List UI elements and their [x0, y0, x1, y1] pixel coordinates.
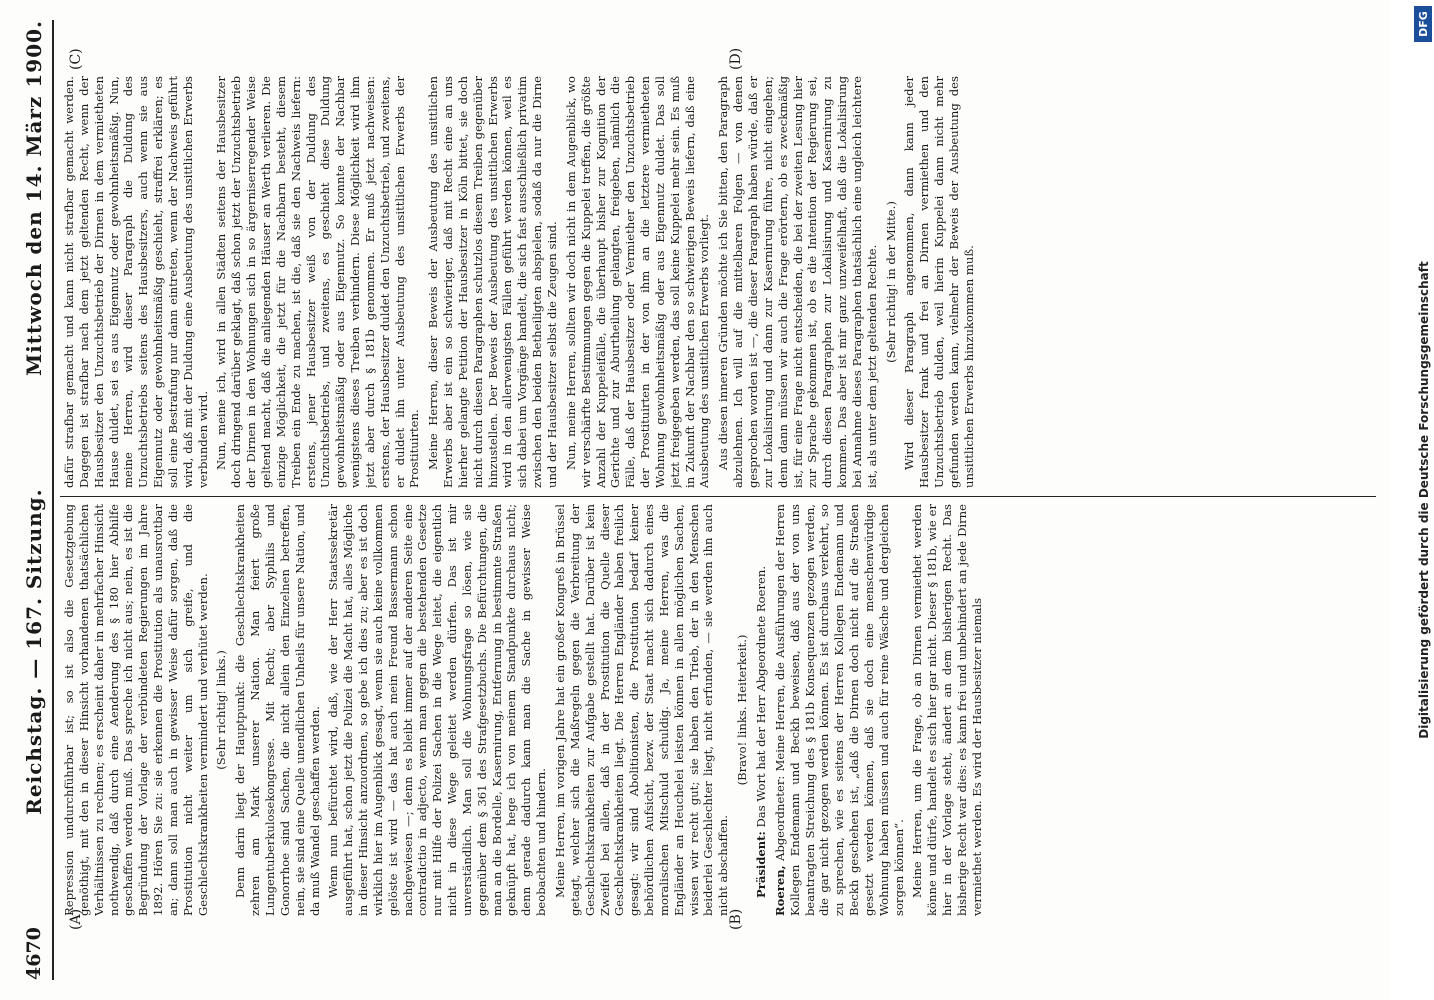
paragraph: Repression undurchführbar ist; so ist also die Gesetzgebung genöthigt, mit den in dieser Hinsicht vorhandenen thatsächlichen Verhältnissen zu rechnen; es erscheint daher in mehrfacher Hinsicht nothwendig, daß durch eine Aenderung des § 180 hier Abhilfe geschaffen werden muß. Das spreche ich nicht aus; nein, es ist die Begründung der Vorlage der verbündeten Regierungen im Jahre 1892. Hören Sie zu: sie erkennen die Prostitution als unausrottbar an; dann soll man auch in gewisser Weise dafür sorgen, daß die Prostitution nicht weiter um sich greife, und die Geschlechtskrankheiten vermindert und verhütet werden. [62, 504, 210, 916]
dfg-logo-text: DFG [1416, 11, 1430, 37]
paragraph: dafür strafbar gemacht und kann nicht strafbar gemacht werden. Dagegen ist strafbar nach dem jetzt geltenden Recht, wenn der Hausbesitzer den Unzuchtsbetrieb der Dirnen in dem vermietheten Hause duldet, sei es aus Eigennutz oder gewohnheitsmäßig. Nun, meine Herren, wird dieser Paragraph die Duldung des Unzuchtsbetriebs seitens des Hausbesitzers, auch wenn sie aus Eigennutz oder gewohnheitsmäßig geschieht, straffrei erklären; es soll eine Bestrafung nur dann eintreten, wenn der Nachweis geführt wird, daß mit der Duldung eine Ausbeutung des unsittlichen Erwerbs verbunden wird. [62, 76, 210, 488]
speaker-paragraph [754, 504, 769, 916]
speaker-label: Präsident: [753, 831, 768, 898]
paragraph: Wird dieser Paragraph angenommen, dann kann jeder Hausbesitzer frank und frei an Dirnen vermiethen und den Unzuchtsbetrieb dulden, weil hierin Kuppelei dann nicht mehr gefunden werden kann, vielmehr der Beweis der Ausbeutung des unsittlichen Erwerbs hinzukommen muß. [902, 76, 976, 488]
left-text-column [62, 504, 1380, 916]
speaker-name: Roeren, [772, 865, 787, 916]
interjection: (Sehr richtig! links.) [214, 650, 229, 770]
page-number: 4670 [23, 927, 45, 980]
interjection: (Sehr richtig! in der Mitte.) [883, 201, 898, 363]
paragraph: Nun, meine Herren, sollten wir doch nicht in dem Augenblick, wo wir verschärfte Bestimmungen gegen die Kuppelei treffen, die größte Anzahl der Kuppeleifälle, die überhaupt bisher zur Kognition der Gerichte und zur Aburtheilung gelangten, freigeben, nämlich die Fälle, daß der Hausbesitzer oder Vermiether den Unzuchtsbetrieb der Prostituirten in der von ihm an die letztere vermietheten Wohnung gewohnheitsmäßig oder aus Eigennutz duldet. Das soll jetzt freigegeben werden, das soll keine Kuppelei mehr sein. Es muß in Zukunft der Nachbar den so schwierigen Beweis liefern, daß eine Ausbeutung des unsittlichen Erwerbs vorliegt. [563, 76, 712, 488]
margin-marker-c: (C) [68, 48, 84, 70]
speech-text: Abgeordneter: Meine Herren, die Ausführungen der Herren Kollegen Endemann und Beckh beweisen, daß aus der von uns beantragten Streichung des § 181b Konsequenzen gezogen werden, die gar nicht gezogen werden können. Es ist durchaus verkehrt, so zu sprechen, wie es seitens der Herren Kollegen Endemann und Beckh geschehen ist, „daß die Dirnen doch nicht auf die Straßen gesetzt werden können, daß sie doch eine menschenwürdige Wohnung haben müssen und auch für reine Wäsche und dergleichen sorgen können“. [772, 504, 906, 916]
page-header [16, 20, 54, 980]
speech-paragraph [773, 504, 907, 916]
session-date: Mittwoch den 14. März 1900. [22, 20, 46, 377]
paragraph: Aus diesen inneren Gründen möchte ich Sie bitten, den Paragraph abzulehnen. Ich will auf die mittelbaren Folgen — von denen gesprochen worden ist —, die dieser Paragraph haben würde, daß er zur Lokalisirung und dann zur Kasernirung führe, nicht eingehen; denn dann müssen wir auch die Frage erörtern, ob es zweckmäßig ist, für eine Frage nicht entscheiden, die bei der zweiten Lesung hier zur Sprache gekommen ist, ob es die Intention der Regierung sei, durch diesen Paragraphen zur Lokalisirung und Kasernirung zu kommen. Das aber ist mir ganz unzweifelhaft, daß die Lokalisirung bei Annahme dieses Paragraphen thatsächlich eine ungleich leichtere ist, als unter dem jetzt geltenden Rechte. [716, 76, 879, 488]
right-text-column [62, 76, 1380, 488]
interjection: (Bravo! links. Heiterkeit.) [735, 634, 750, 786]
session-title: Reichstag. — 167. Sitzung. [22, 488, 46, 815]
paragraph: Nun, meine ich, wird in allen Städten seitens der Hausbesitzer doch dringend darüber geklagt, daß schon jetzt der Unzuchtsbetrieb der Dirnen in den Wohnungen sich in so ärgerniserregender Weise geltend macht, daß die anliegenden Häuser an Werth verlieren. Die einzige Möglichkeit, die jetzt für die Nachbarn besteht, diesem Treiben ein Ende zu machen, ist die, daß sie den Nachweis liefern: erstens, jener Hausbesitzer weiß von der Duldung des Unzuchtsbetriebs, und zweitens, es geschieht diese Duldung gewohnheitsmäßig oder aus Eigennutz. So konnte der Nachbar wenigstens dieses Treiben verhindern. Diese Möglichkeit wird ihm jetzt aber durch § 181b genommen. Er muß jetzt nachweisen: erstens, der Hausbesitzer duldet den Unzuchtsbetrieb, und zweitens, er duldet ihn unter Ausbeutung des unsittlichen Erwerbs der Prostituirten. [214, 76, 422, 488]
column-divider [60, 496, 1376, 497]
speaker-text: Das Wort hat der Herr Abgeordnete Roeren. [753, 565, 768, 828]
credit-text: Digitalisierung gefördert durch die Deutsche Forschungsgemeinschaft [1417, 261, 1431, 739]
margin-marker-d: (D) [728, 47, 744, 70]
paragraph: Wenn nun befürchtet wird, daß, wie der Herr Staatssekretär ausgeführt hat, schon jetzt die Polizei die Macht hat, alles Mögliche in dieser Hinsicht anzuordnen, so gebe ich dies zu; aber es ist doch wirklich hier im Augenblick gesagt, wenn sie auch keine vollkommen gelöste ist wird — das hat auch mein Freund Bassermann schon nachgewiesen —; denn es bleibt immer auf der anderen Seite eine contradictio in adjecto, wenn man gegen die bestehenden Gesetze nur mit Hilfe der Polizei Sachen in die Wege leitet, die eigentlich nicht in diese Wege geleitet werden dürfen. Das ist mir unverständlich. Man soll die Wohnungsfrage so lösen, wie sie gegenüber dem § 361 des Strafgesetzbuchs. Die Befürchtungen, die man an die Bordelle, Kasernirung, Entfernung in bestimmte Straßen geknüpft hat, hege ich von meinem Standpunkte durchaus nicht; denn gerade dadurch kann man die Sache in gewisser Weise beobachten und hindern. [326, 504, 549, 916]
paragraph: Meine Herren, um die Frage, ob an Dirnen vermiethet werden könne und dürfe, handelt es sich hier gar nicht. Dieser § 181b, wie er hier in der Vorlage steht, ändert an dem bisherigen Recht. Das bisherige Recht war dies: es kann frei und unbehindert an jede Dirne vermiethet werden. Es wird der Hausbesitzer niemals [910, 504, 984, 916]
margin-marker-a: (A) [68, 908, 84, 930]
digitization-credit [1414, 10, 1434, 990]
paragraph: Meine Herren, dieser Beweis der Ausbeutung des unsittlichen Erwerbs aber ist ein so schwieriger, daß mit Recht eine an uns hierher gelangte Petition der Hausbesitzer in Köln bittet, sie doch nicht durch diesen Paragraphen schutzlos diesem Treiben gegenüber hinzustellen. Der Beweis der Ausbeutung des unsittlichen Erwerbs wird in den allerwenigsten Fällen geführt werden können, weil es sich dabei um Vorgänge handelt, die sich fast ausschließlich privatim zwischen den beiden Betheiligten abspielen, sodaß da nur die Dirne und der Hausbesitzer selbst die Zeugen sind. [426, 76, 559, 488]
margin-marker-b: (B) [728, 908, 744, 930]
paragraph: Denn darin liegt der Hauptpunkt: die Geschlechtskrankheiten zehren am Mark unserer Nation. Man feiert große Lungentuberkulosekongresse. Mit Recht; aber Syphilis und Gonorrhoe sind Sachen, die nicht allein den Einzelnen betreffen, nein, sie sind eine Quelle unendlichen Unheils für unsere Nation, und da muß Wandel geschaffen werden. [233, 504, 322, 916]
paragraph: Meine Herren, im vorigen Jahre hat ein großer Kongreß in Brüssel getagt, welcher sich die Maßregeln gegen die Verbreitung der Geschlechtskrankheiten zur Aufgabe gestellt hat. Darüber ist kein Zweifel bei allen, daß in der Prostitution die Quelle dieser Geschlechtskrankheiten liegt. Die Herren Engländer haben freilich gesagt: wir sind Abolitionisten, die Prostitution bedarf keiner behördlichen Aufsicht, bezw. der Staat macht sich dadurch eines moralischen Mitschuld schuldig. Ja, meine Herren, was die Engländer an Heuchelei leisten können in allen möglichen Sachen, wissen wir recht gut; sie haben den Trieb, der in den Menschen beiderlei Geschlechter liegt, nicht erfunden, — sie werden ihn auch nicht abschaffen. [553, 504, 731, 916]
